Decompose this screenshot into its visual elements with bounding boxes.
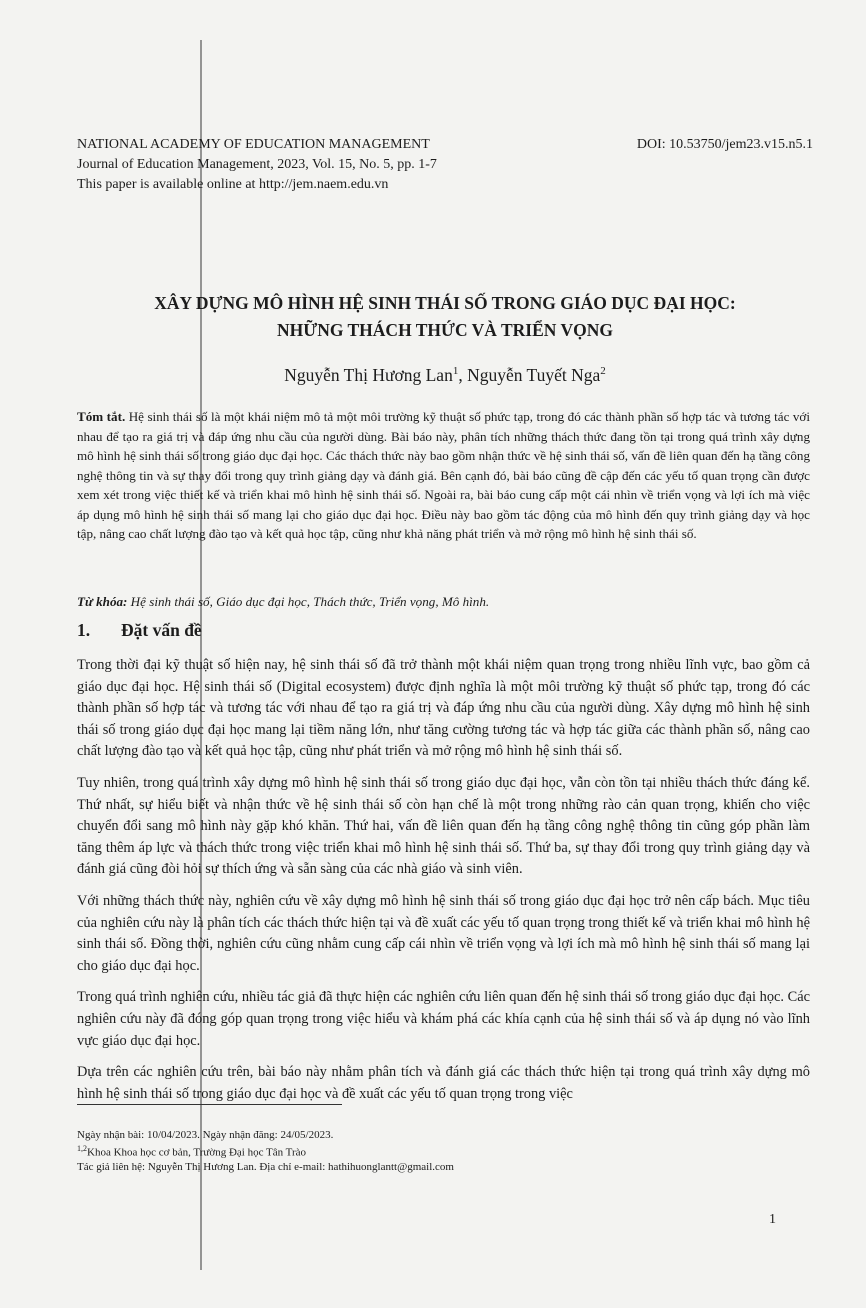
- body-text: [77, 655, 810, 1115]
- paragraph: Tuy nhiên, trong quá trình xây dựng mô hình hệ sinh thái số trong giáo dục đại học, vẫn còn tồn tại nhiều thách thức đáng kể. Thứ nhất, sự hiểu biết và nhận thức về hệ sinh thái số còn hạn chế là một trong những rào cản quan trọng, khiến cho việc chuyển đổi sang mô hình này gặp khó khăn. Thứ hai, vấn đề liên quan đến hạ tầng công nghệ thông tin cũng góp phần làm tăng thêm áp lực và thách thức trong việc triển khai mô hình hệ sinh thái số. Thứ ba, sự thay đổi trong quy trình giảng dạy và đánh giá cũng đòi hỏi sự thích ứng và sẵn sàng của các nhà giáo và sinh viên.: [77, 774, 810, 878]
- author-2: Nguyễn Tuyết Nga: [467, 365, 601, 385]
- paragraph: Dựa trên các nghiên cứu trên, bài báo này nhằm phân tích và đánh giá các thách thức hiện tại trong quá trình xây dựng mô hình hệ sinh thái số trong giáo dục đại học và đề xuất các yếu tố quan trọng trong việc: [77, 1064, 810, 1102]
- section-heading: [77, 620, 202, 641]
- paragraph: Trong quá trình nghiên cứu, nhiều tác giả đã thực hiện các nghiên cứu liên quan đến hệ sinh thái số trong giáo dục đại học. Các nghiên cứu này đã đóng góp quan trọng trong việc hiểu và khám phá các khía cạnh của hệ sinh thái số và áp dụng nó vào lĩnh vực giáo dục đại học.: [77, 989, 810, 1049]
- author-1: Nguyễn Thị Hương Lan: [284, 365, 453, 385]
- section-title: Đặt vấn đề: [121, 620, 202, 640]
- author-list: [77, 365, 813, 386]
- section-number: 1.: [77, 620, 91, 640]
- keywords-label: Từ khóa:: [77, 594, 128, 609]
- page-number: 1: [769, 1212, 776, 1227]
- journal-header: [77, 135, 813, 195]
- journal-citation: Journal of Education Management, 2023, Vol. 15, No. 5, pp. 1-7: [77, 157, 437, 172]
- author-separator: ,: [458, 365, 468, 385]
- title-line-2: NHỮNG THÁCH THỨC VÀ TRIỂN VỌNG: [277, 320, 613, 340]
- paragraph: Trong thời đại kỹ thuật số hiện nay, hệ sinh thái số đã trở thành một khái niệm quan trọng trong nhiều lĩnh vực, bao gồm cả giáo dục đại học. Hệ sinh thái số (Digital ecosystem) được định nghĩa là một môi trường kỹ thuật số phức tạp, trong đó các thành phần số hợp tác và tương tác với nhau để tạo ra giá trị và đáp ứng nhu cầu của người dùng. Xây dựng mô hình hệ sinh thái số trong giáo dục đại học mang lại tiềm năng lớn, như tăng cường tương tác và hợp tác giữa các thành phần số, nâng cao chất lượng đào tạo và kết quả học tập, cũng như phát triển và mở rộng mô hình hệ sinh thái số.: [77, 657, 810, 760]
- footnotes: [77, 1128, 810, 1174]
- paragraph: Với những thách thức này, nghiên cứu về xây dựng mô hình hệ sinh thái số trong giáo dục đại học trở nên cấp bách. Mục tiêu của nghiên cứu này là phân tích các thách thức hiện tại và đề xuất các yếu tố quan trọng trong thiết kế và triển khai mô hình hệ sinh thái số. Đồng thời, nghiên cứu cũng nhằm cung cấp cái nhìn về triển vọng và lợi ích mà mô hình hệ sinh thái số mang lại cho giáo dục đại học.: [77, 892, 810, 974]
- paper-title: [77, 290, 813, 344]
- footnote-affiliation-line: [77, 1142, 810, 1160]
- footnote-divider: [77, 1104, 342, 1105]
- abstract: [77, 407, 810, 544]
- keywords-text: Hệ sinh thái số, Giáo dục đại học, Thách thức, Triển vọng, Mô hình.: [127, 594, 490, 609]
- abstract-label: Tóm tắt.: [77, 409, 126, 424]
- institution-name: NATIONAL ACADEMY OF EDUCATION MANAGEMENT: [77, 137, 430, 152]
- footnote-affiliation-sup: 1,2: [77, 1144, 87, 1153]
- availability-note: This paper is available online at http://jem.naem.edu.vn: [77, 177, 389, 192]
- footnote-contact: Tác giả liên hệ: Nguyễn Thị Hương Lan. Địa chỉ e-mail: hathihuonglantt@gmail.com: [77, 1160, 454, 1173]
- author-2-affiliation: 2: [600, 365, 606, 378]
- abstract-text: Hệ sinh thái số là một khái niệm mô tả một môi trường kỹ thuật số phức tạp, trong đó các thành phần số hợp tác và tương tác với nhau để tạo ra giá trị và đáp ứng nhu cầu của người dùng. Bài báo này, phân tích những thách thức đang tồn tại trong quá trình xây dựng mô hình hệ sinh thái số trong giáo dục đại học. Các thách thức này bao gồm nhận thức về hệ sinh thái số, vấn đề liên quan đến hạ tầng công nghệ thông tin và sự thay đổi trong quy trình giảng dạy và đánh giá. Bên cạnh đó, bài báo cũng đề cập đến các yếu tố quan trọng cần được xem xét trong việc thiết kế và triển khai mô hình hệ sinh thái số. Ngoài ra, bài báo cung cấp một cái nhìn về triển vọng và lợi ích mà việc áp dụng mô hình hệ sinh thái số mang lại cho giáo dục đại học. Điều này bao gồm tác động của mô hình đến quy trình giảng dạy và học tập, nâng cao chất lượng đào tạo và kết quả học tập, cũng như khả năng phát triển và mở rộng mô hình hệ sinh thái số.: [77, 409, 810, 541]
- title-line-1: XÂY DỰNG MÔ HÌNH HỆ SINH THÁI SỐ TRONG GIÁO DỤC ĐẠI HỌC:: [154, 293, 736, 313]
- doi-label: DOI: 10.53750/jem23.v15.n5.1: [636, 137, 813, 152]
- author-1-affiliation: 1: [452, 365, 459, 378]
- keywords: [77, 592, 810, 612]
- footnote-affiliation: Khoa Khoa học cơ bản, Trường Đại học Tân Trào: [87, 1146, 307, 1159]
- footnote-dates: Ngày nhận bài: 10/04/2023. Ngày nhận đăng: 24/05/2023.: [77, 1129, 334, 1141]
